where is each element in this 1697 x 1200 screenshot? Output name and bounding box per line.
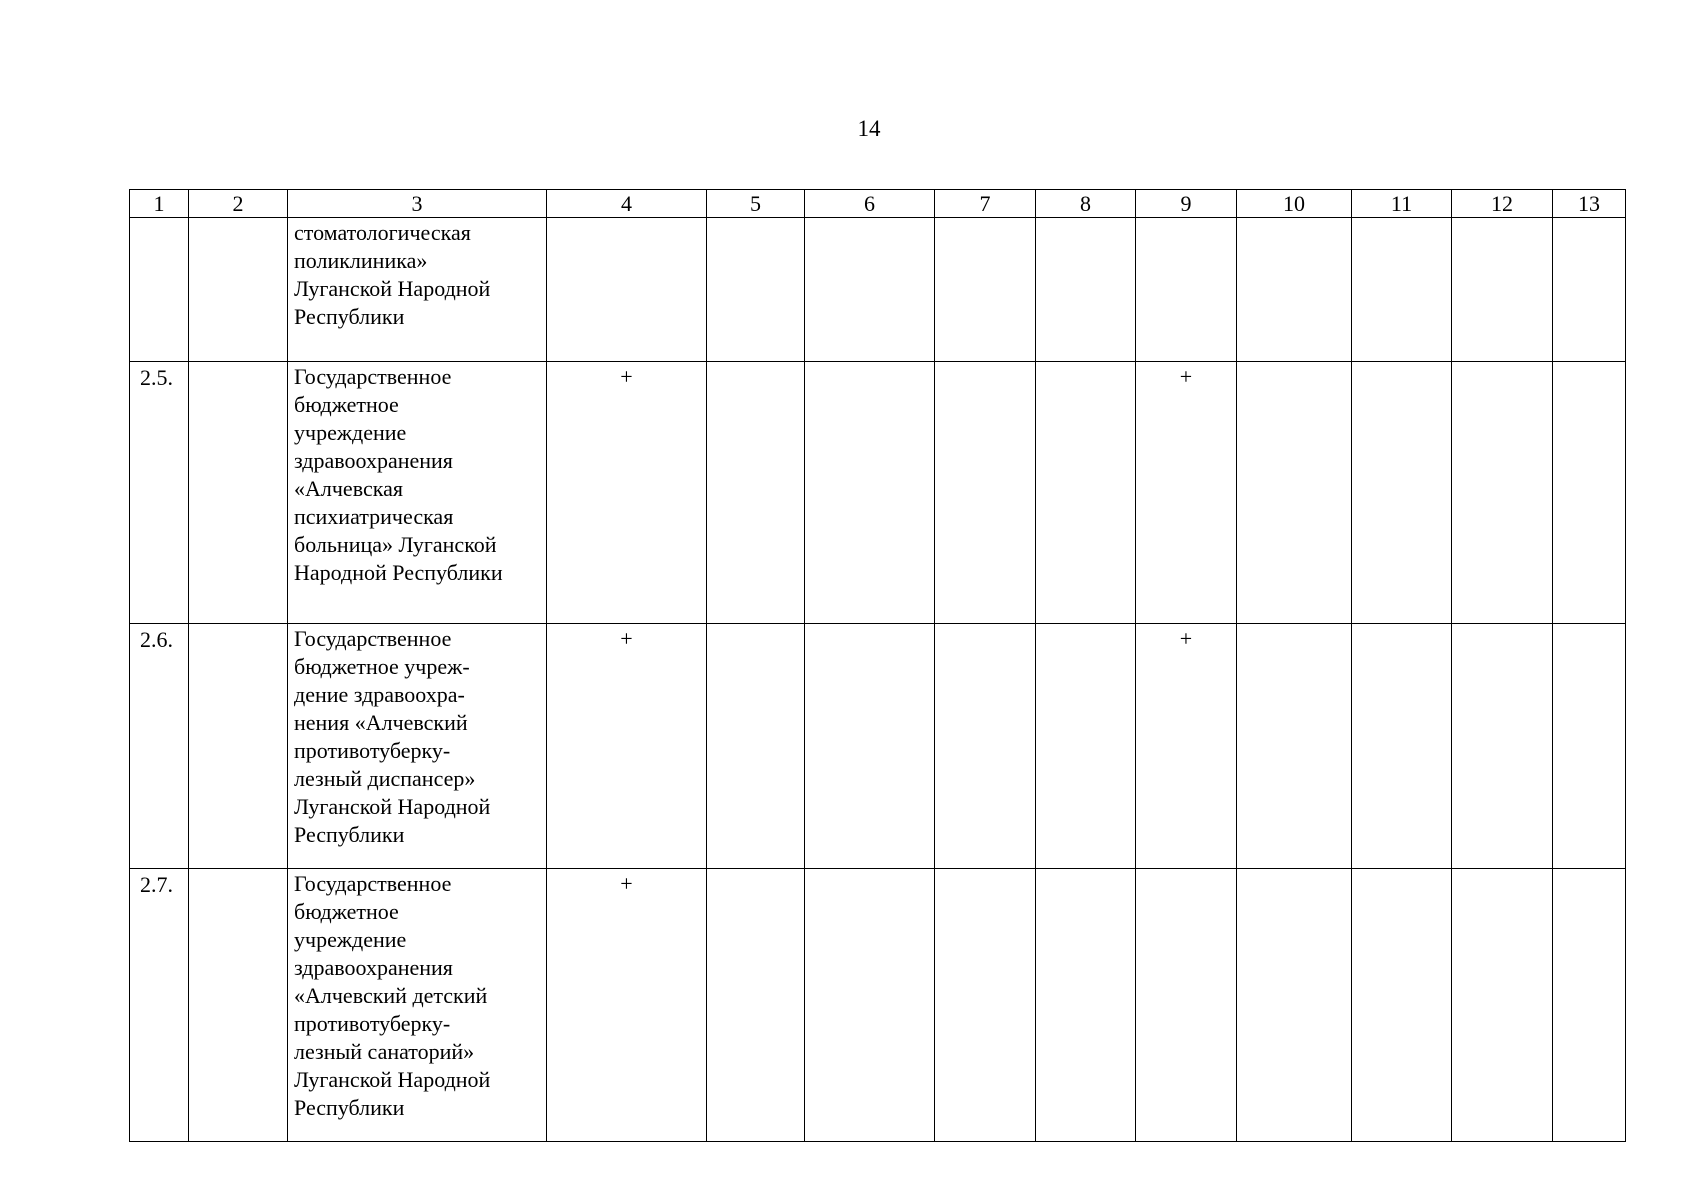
mark-col-6 bbox=[805, 869, 935, 1142]
column-header-13: 13 bbox=[1553, 190, 1626, 218]
mark-col-7 bbox=[935, 869, 1036, 1142]
column-header-11: 11 bbox=[1352, 190, 1452, 218]
column-header-10: 10 bbox=[1237, 190, 1352, 218]
mark-col-12 bbox=[1452, 362, 1553, 624]
mark-col-6 bbox=[805, 624, 935, 869]
institution-name: Государственное бюджетное учреж- дение здравоохра- нения «Алчевский противотуберку- лезный диспансер» Луганской Народной Республики bbox=[288, 624, 547, 869]
institution-name: Государственное бюджетное учреждение здравоохранения «Алчевский детский противотуберку- лезный санаторий» Луганской Народной Республики bbox=[288, 869, 547, 1142]
mark-col-8 bbox=[1036, 624, 1136, 869]
mark-col-10 bbox=[1237, 624, 1352, 869]
table-row bbox=[130, 869, 1626, 1142]
column-header-2: 2 bbox=[189, 190, 288, 218]
column-header-9: 9 bbox=[1136, 190, 1237, 218]
institution-name: Государственное бюджетное учреждение здравоохранения «Алчевская психиатрическая больница» Луганской Народной Республики bbox=[288, 362, 547, 624]
column-header-1: 1 bbox=[130, 190, 189, 218]
mark-col-6 bbox=[805, 218, 935, 362]
mark-col-11 bbox=[1352, 869, 1452, 1142]
mark-col-10 bbox=[1237, 218, 1352, 362]
mark-col-10 bbox=[1237, 362, 1352, 624]
header-row bbox=[130, 190, 1626, 218]
mark-col-11 bbox=[1352, 218, 1452, 362]
mark-col-10 bbox=[1237, 869, 1352, 1142]
row-col2 bbox=[189, 362, 288, 624]
mark-col-9 bbox=[1136, 869, 1237, 1142]
mark-col-8 bbox=[1036, 218, 1136, 362]
mark-col-13 bbox=[1553, 218, 1626, 362]
page-number: 14 bbox=[857, 116, 881, 141]
mark-col-4: + bbox=[547, 869, 707, 1142]
mark-col-8 bbox=[1036, 362, 1136, 624]
mark-col-4 bbox=[547, 218, 707, 362]
row-col2 bbox=[189, 869, 288, 1142]
mark-col-11 bbox=[1352, 624, 1452, 869]
mark-col-6 bbox=[805, 362, 935, 624]
mark-col-12 bbox=[1452, 869, 1553, 1142]
mark-col-13 bbox=[1553, 362, 1626, 624]
mark-col-7 bbox=[935, 362, 1036, 624]
row-col2 bbox=[189, 218, 288, 362]
row-number: 2.7. bbox=[130, 869, 189, 1142]
mark-col-11 bbox=[1352, 362, 1452, 624]
institution-name: стоматологическая поликлиника» Луганской Народной Республики bbox=[288, 218, 547, 362]
column-header-3: 3 bbox=[288, 190, 547, 218]
row-number: 2.5. bbox=[130, 362, 189, 624]
data-table bbox=[129, 189, 1626, 1142]
table-row bbox=[130, 218, 1626, 362]
column-header-4: 4 bbox=[547, 190, 707, 218]
mark-col-7 bbox=[935, 624, 1036, 869]
mark-col-5 bbox=[707, 362, 805, 624]
mark-col-5 bbox=[707, 624, 805, 869]
mark-col-7 bbox=[935, 218, 1036, 362]
mark-col-4: + bbox=[547, 362, 707, 624]
row-number: 2.6. bbox=[130, 624, 189, 869]
row-number bbox=[130, 218, 189, 362]
mark-col-9: + bbox=[1136, 362, 1237, 624]
mark-col-4: + bbox=[547, 624, 707, 869]
mark-col-13 bbox=[1553, 624, 1626, 869]
mark-col-8 bbox=[1036, 869, 1136, 1142]
column-header-6: 6 bbox=[805, 190, 935, 218]
table-row bbox=[130, 362, 1626, 624]
mark-col-5 bbox=[707, 218, 805, 362]
mark-col-12 bbox=[1452, 218, 1553, 362]
mark-col-5 bbox=[707, 869, 805, 1142]
column-header-8: 8 bbox=[1036, 190, 1136, 218]
column-header-7: 7 bbox=[935, 190, 1036, 218]
mark-col-12 bbox=[1452, 624, 1553, 869]
mark-col-13 bbox=[1553, 869, 1626, 1142]
column-header-12: 12 bbox=[1452, 190, 1553, 218]
mark-col-9: + bbox=[1136, 624, 1237, 869]
column-header-5: 5 bbox=[707, 190, 805, 218]
table-row bbox=[130, 624, 1626, 869]
row-col2 bbox=[189, 624, 288, 869]
mark-col-9 bbox=[1136, 218, 1237, 362]
